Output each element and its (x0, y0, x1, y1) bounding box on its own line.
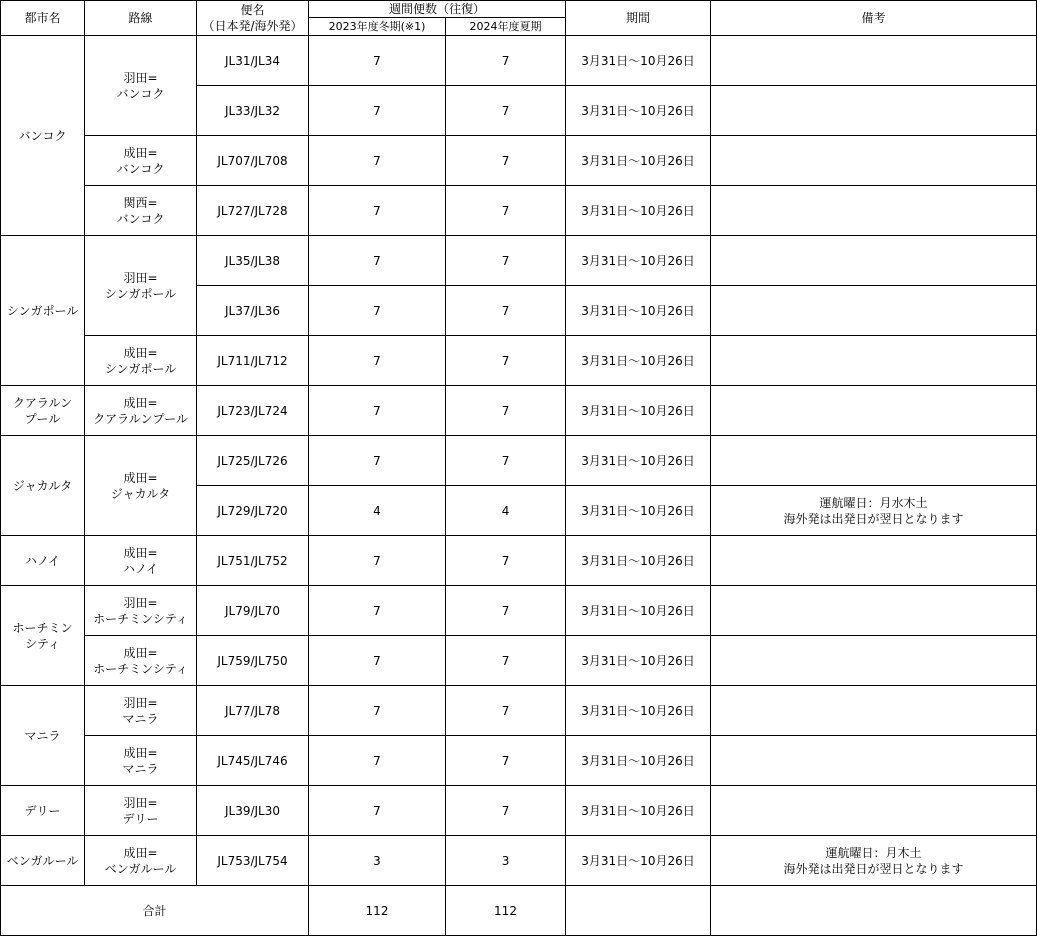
summer-cell: 7 (446, 636, 566, 686)
summer-cell: 7 (446, 736, 566, 786)
remarks-cell (711, 536, 1037, 586)
remarks-cell (711, 736, 1037, 786)
winter-cell: 7 (309, 186, 446, 236)
city-cell: クアラルン プール (1, 386, 85, 436)
period-cell: 3月31日～10月26日 (566, 736, 711, 786)
summer-cell: 7 (446, 86, 566, 136)
winter-cell: 7 (309, 786, 446, 836)
winter-cell: 7 (309, 36, 446, 86)
period-cell: 3月31日～10月26日 (566, 286, 711, 336)
route-cell: 成田= ホーチミンシティ (85, 636, 197, 686)
table-row (1, 136, 1037, 186)
period-cell: 3月31日～10月26日 (566, 436, 711, 486)
flight-cell: JL727/JL728 (197, 186, 309, 236)
remarks-cell (711, 636, 1037, 686)
flight-cell: JL33/JL32 (197, 86, 309, 136)
period-cell: 3月31日～10月26日 (566, 636, 711, 686)
city-cell: シンガポール (1, 236, 85, 386)
header-city: 都市名 (1, 1, 85, 36)
route-cell: 成田= ベンガルール (85, 836, 197, 886)
winter-cell: 7 (309, 436, 446, 486)
summer-cell: 7 (446, 186, 566, 236)
route-cell: 羽田= シンガポール (85, 236, 197, 336)
header-weekly: 週間便数（往復） (309, 1, 566, 18)
route-cell: 成田= ジャカルタ (85, 436, 197, 536)
flight-cell: JL725/JL726 (197, 436, 309, 486)
route-cell: 成田= マニラ (85, 736, 197, 786)
city-cell: ベンガルール (1, 836, 85, 886)
remarks-cell (711, 786, 1037, 836)
period-cell: 3月31日～10月26日 (566, 336, 711, 386)
city-cell: デリー (1, 786, 85, 836)
winter-cell: 3 (309, 836, 446, 886)
route-cell: 羽田= デリー (85, 786, 197, 836)
remarks-cell (711, 686, 1037, 736)
header-flight-label: 便名 (240, 3, 265, 17)
header-flight-sub: （日本発/海外発） (202, 19, 303, 33)
table-row (1, 436, 1037, 486)
remarks-cell (711, 436, 1037, 486)
summer-cell: 7 (446, 336, 566, 386)
period-cell: 3月31日～10月26日 (566, 786, 711, 836)
flight-cell: JL729/JL720 (197, 486, 309, 536)
period-cell: 3月31日～10月26日 (566, 536, 711, 586)
remarks-cell (711, 336, 1037, 386)
remarks-cell (711, 236, 1037, 286)
total-summer: 112 (446, 886, 566, 936)
remarks-cell (711, 136, 1037, 186)
summer-cell: 7 (446, 436, 566, 486)
route-cell: 羽田= マニラ (85, 686, 197, 736)
header-flight (197, 1, 309, 36)
city-cell: ハノイ (1, 536, 85, 586)
period-cell: 3月31日～10月26日 (566, 36, 711, 86)
remarks-cell (711, 386, 1037, 436)
remarks-cell (711, 186, 1037, 236)
route-cell: 羽田= バンコク (85, 36, 197, 136)
summer-cell: 7 (446, 536, 566, 586)
remarks-cell: 運航曜日：月木土 海外発は出発日が翌日となります (711, 836, 1037, 886)
summer-cell: 7 (446, 686, 566, 736)
flight-cell: JL31/JL34 (197, 36, 309, 86)
table-row (1, 736, 1037, 786)
total-row (1, 886, 1037, 936)
summer-cell: 3 (446, 836, 566, 886)
remarks-cell (711, 286, 1037, 336)
header-remarks: 備考 (711, 1, 1037, 36)
flight-cell: JL39/JL30 (197, 786, 309, 836)
table-row (1, 386, 1037, 436)
flight-cell: JL35/JL38 (197, 236, 309, 286)
period-cell: 3月31日～10月26日 (566, 86, 711, 136)
period-cell: 3月31日～10月26日 (566, 186, 711, 236)
table-row (1, 236, 1037, 286)
winter-cell: 7 (309, 86, 446, 136)
city-cell: マニラ (1, 686, 85, 786)
winter-cell: 7 (309, 686, 446, 736)
table-row (1, 686, 1037, 736)
route-cell: 成田= シンガポール (85, 336, 197, 386)
total-remarks (711, 886, 1037, 936)
winter-cell: 7 (309, 586, 446, 636)
route-cell: 成田= バンコク (85, 136, 197, 186)
header-winter: 2023年度冬期(※1) (309, 18, 446, 36)
table-row (1, 836, 1037, 886)
remarks-cell (711, 86, 1037, 136)
flight-cell: JL79/JL70 (197, 586, 309, 636)
summer-cell: 7 (446, 386, 566, 436)
city-cell: ホーチミン シティ (1, 586, 85, 686)
header-summer: 2024年度夏期 (446, 18, 566, 36)
flight-cell: JL745/JL746 (197, 736, 309, 786)
flight-cell: JL751/JL752 (197, 536, 309, 586)
winter-cell: 7 (309, 636, 446, 686)
winter-cell: 7 (309, 136, 446, 186)
period-cell: 3月31日～10月26日 (566, 686, 711, 736)
period-cell: 3月31日～10月26日 (566, 586, 711, 636)
flight-cell: JL37/JL36 (197, 286, 309, 336)
period-cell: 3月31日～10月26日 (566, 836, 711, 886)
table-row (1, 36, 1037, 86)
winter-cell: 7 (309, 736, 446, 786)
remarks-cell (711, 36, 1037, 86)
period-cell: 3月31日～10月26日 (566, 386, 711, 436)
flight-cell: JL707/JL708 (197, 136, 309, 186)
table-row (1, 536, 1037, 586)
remarks-cell: 運航曜日：月水木土 海外発は出発日が翌日となります (711, 486, 1037, 536)
table-row (1, 636, 1037, 686)
summer-cell: 7 (446, 236, 566, 286)
remarks-cell (711, 586, 1037, 636)
summer-cell: 7 (446, 586, 566, 636)
header-route: 路線 (85, 1, 197, 36)
city-cell: ジャカルタ (1, 436, 85, 536)
table-row (1, 786, 1037, 836)
route-cell: 関西= バンコク (85, 186, 197, 236)
summer-cell: 7 (446, 36, 566, 86)
total-label: 合計 (1, 886, 309, 936)
period-cell: 3月31日～10月26日 (566, 486, 711, 536)
route-cell: 成田= クアラルンプール (85, 386, 197, 436)
table-row (1, 186, 1037, 236)
city-cell: バンコク (1, 36, 85, 236)
winter-cell: 7 (309, 236, 446, 286)
winter-cell: 4 (309, 486, 446, 536)
summer-cell: 7 (446, 786, 566, 836)
flight-cell: JL711/JL712 (197, 336, 309, 386)
period-cell: 3月31日～10月26日 (566, 236, 711, 286)
flight-cell: JL77/JL78 (197, 686, 309, 736)
period-cell: 3月31日～10月26日 (566, 136, 711, 186)
flight-cell: JL759/JL750 (197, 636, 309, 686)
header-row (1, 1, 1037, 18)
table-row (1, 586, 1037, 636)
summer-cell: 7 (446, 136, 566, 186)
winter-cell: 7 (309, 286, 446, 336)
winter-cell: 7 (309, 336, 446, 386)
total-winter: 112 (309, 886, 446, 936)
table-row (1, 336, 1037, 386)
summer-cell: 7 (446, 286, 566, 336)
flight-cell: JL723/JL724 (197, 386, 309, 436)
route-cell: 成田= ハノイ (85, 536, 197, 586)
summer-cell: 4 (446, 486, 566, 536)
winter-cell: 7 (309, 536, 446, 586)
header-period: 期間 (566, 1, 711, 36)
route-cell: 羽田= ホーチミンシティ (85, 586, 197, 636)
winter-cell: 7 (309, 386, 446, 436)
total-period (566, 886, 711, 936)
flight-cell: JL753/JL754 (197, 836, 309, 886)
